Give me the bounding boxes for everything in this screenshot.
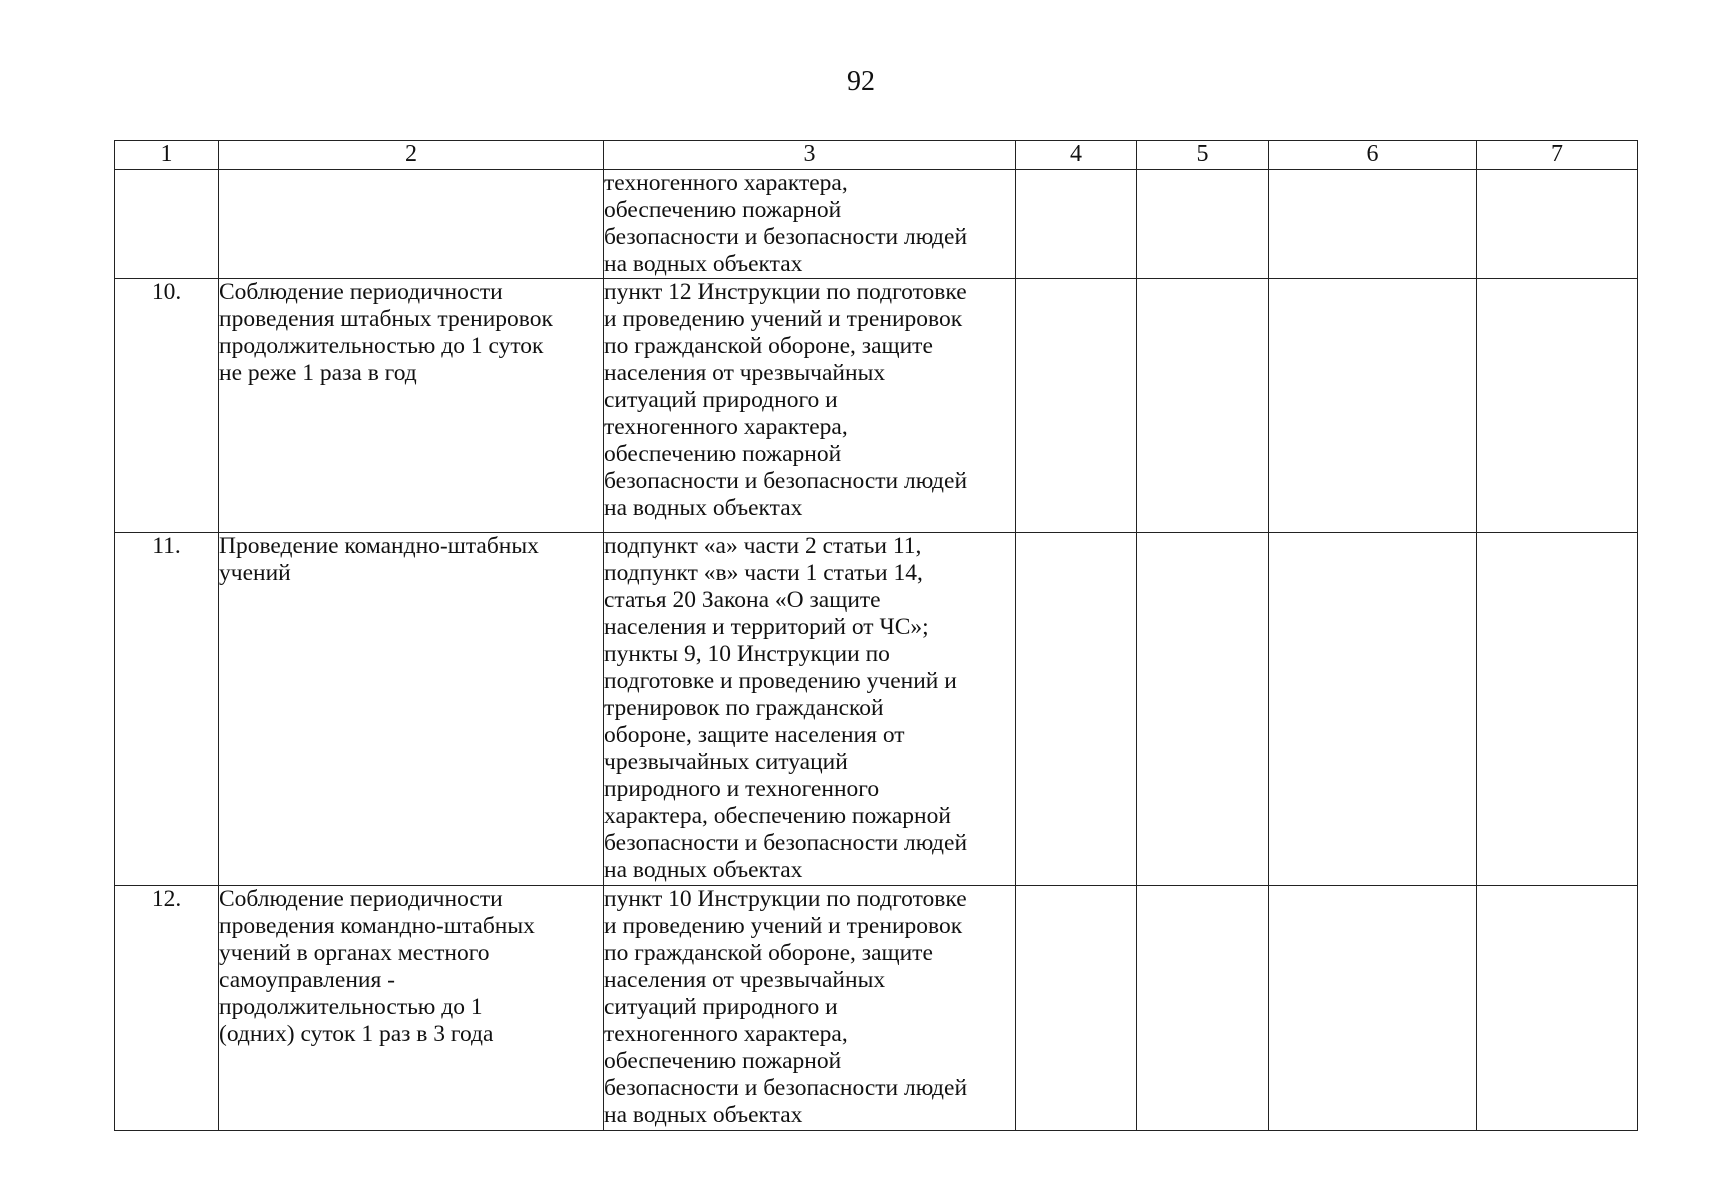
column-header-1: 1 bbox=[115, 141, 219, 170]
requirement-cell bbox=[219, 170, 604, 279]
answer-cell-4 bbox=[1016, 279, 1137, 533]
legal-basis-cell: пункт 12 Инструкции по подготовке и проведению учений и тренировок по гражданской обороне, защите населения от чрезвычайных ситуаций природного и техногенного характера, обеспечению пожарной безопасности и безопасности людей на водных объектах bbox=[604, 279, 1016, 533]
answer-cell-7 bbox=[1477, 170, 1638, 279]
requirements-table bbox=[114, 140, 1638, 1131]
table-row bbox=[115, 886, 1638, 1131]
header-row bbox=[115, 141, 1638, 170]
row-number-cell: 10. bbox=[115, 279, 219, 533]
row-number-cell bbox=[115, 170, 219, 279]
column-header-4: 4 bbox=[1016, 141, 1137, 170]
column-header-7: 7 bbox=[1477, 141, 1638, 170]
table-row bbox=[115, 279, 1638, 533]
column-header-3: 3 bbox=[604, 141, 1016, 170]
answer-cell-5 bbox=[1137, 279, 1269, 533]
row-number-cell: 11. bbox=[115, 533, 219, 886]
requirement-cell: Проведение командно-штабных учений bbox=[219, 533, 604, 886]
answer-cell-5 bbox=[1137, 170, 1269, 279]
column-header-6: 6 bbox=[1269, 141, 1477, 170]
requirement-cell: Соблюдение периодичности проведения штабных тренировок продолжительностью до 1 суток не реже 1 раза в год bbox=[219, 279, 604, 533]
answer-cell-4 bbox=[1016, 886, 1137, 1131]
answer-cell-6 bbox=[1269, 886, 1477, 1131]
answer-cell-5 bbox=[1137, 886, 1269, 1131]
answer-cell-6 bbox=[1269, 170, 1477, 279]
legal-basis-cell: техногенного характера, обеспечению пожарной безопасности и безопасности людей на водных объектах bbox=[604, 170, 1016, 279]
requirement-cell: Соблюдение периодичности проведения командно-штабных учений в органах местного самоуправления - продолжительностью до 1 (одних) суток 1 раз в 3 года bbox=[219, 886, 604, 1131]
answer-cell-6 bbox=[1269, 533, 1477, 886]
legal-basis-cell: подпункт «а» части 2 статьи 11, подпункт «в» части 1 статьи 14, статья 20 Закона «О защите населения и территорий от ЧС»; пункты 9, 10 Инструкции по подготовке и проведению учений и тренировок по гражданской обороне, защите населения от чрезвычайных ситуаций природного и техногенного характера, обеспечению пожарной безопасности и безопасности людей на водных объектах bbox=[604, 533, 1016, 886]
table-row bbox=[115, 170, 1638, 279]
answer-cell-4 bbox=[1016, 170, 1137, 279]
answer-cell-7 bbox=[1477, 279, 1638, 533]
answer-cell-6 bbox=[1269, 279, 1477, 533]
answer-cell-4 bbox=[1016, 533, 1137, 886]
column-header-5: 5 bbox=[1137, 141, 1269, 170]
page-number: 92 bbox=[847, 66, 875, 97]
legal-basis-cell: пункт 10 Инструкции по подготовке и проведению учений и тренировок по гражданской обороне, защите населения от чрезвычайных ситуаций природного и техногенного характера, обеспечению пожарной безопасности и безопасности людей на водных объектах bbox=[604, 886, 1016, 1131]
answer-cell-5 bbox=[1137, 533, 1269, 886]
row-number-cell: 12. bbox=[115, 886, 219, 1131]
answer-cell-7 bbox=[1477, 533, 1638, 886]
table-row bbox=[115, 533, 1638, 886]
column-header-2: 2 bbox=[219, 141, 604, 170]
answer-cell-7 bbox=[1477, 886, 1638, 1131]
